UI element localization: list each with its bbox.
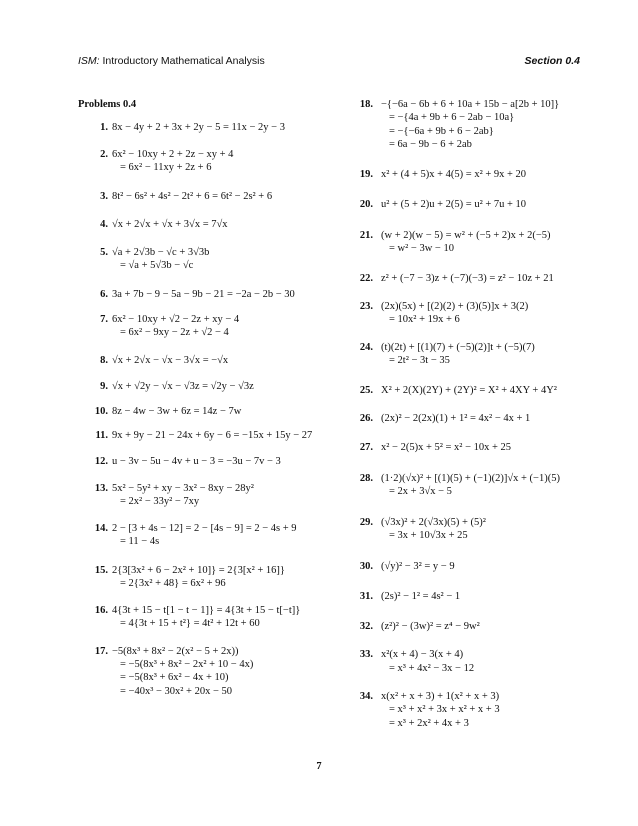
book-abbrev: ISM:: [78, 55, 100, 67]
problem-line: x(x² + x + 3) + 1(x² + x + 3): [381, 690, 500, 702]
problem: [78, 148, 340, 175]
problem-line: 3a + 7b − 9 − 5a − 9b − 21 = −2a − 2b − 30: [112, 288, 295, 300]
problem: [345, 229, 600, 256]
problem: [345, 412, 600, 425]
problem-number: 18.: [359, 99, 373, 110]
problem-number: 9.: [100, 381, 108, 393]
problem: [78, 246, 340, 273]
problem: [345, 472, 600, 499]
problem-line: = 6x² − 9xy − 2z + √2 − 4: [120, 327, 229, 339]
problem-line: = 11 − 4s: [120, 536, 160, 548]
problem: [78, 604, 340, 631]
problem-number: 23.: [359, 300, 373, 312]
problem-number: 12.: [94, 455, 108, 467]
problem-line: √a + 2√3b − √c + 3√3b: [112, 246, 210, 258]
problem-number: 31.: [359, 591, 373, 603]
problem-number: 13.: [94, 483, 108, 494]
problem-number: 24.: [359, 341, 373, 353]
problem-number: 25.: [359, 384, 373, 396]
problem-line: = −5(8x³ + 6x² − 4x + 10): [120, 672, 229, 684]
problem-line: = −5(8x³ + 8x² − 2x² + 10 − 4x): [120, 658, 254, 670]
problem: [78, 405, 340, 418]
problem-line: x²(x + 4) − 3(x + 4): [381, 649, 464, 661]
book-name: Introductory Mathematical Analysis: [99, 55, 265, 67]
problem-line: x² + (4 + 5)x + 4(5) = x² + 9x + 20: [381, 168, 527, 180]
problem-line: 8x − 4y + 2 + 3x + 2y − 5 = 11x − 2y − 3: [112, 122, 285, 134]
problem-line: −5(8x³ + 8x² − 2(x² − 5 + 2x)): [112, 645, 239, 657]
problem: [345, 341, 600, 368]
problem: [78, 313, 340, 340]
problem: [78, 522, 340, 549]
problem-number: 32.: [359, 620, 373, 632]
problem-line: (√y)² − 3² = y − 9: [381, 560, 455, 572]
problem-number: 17.: [94, 645, 108, 657]
problem: [78, 482, 340, 509]
problem-line: z² + (−7 − 3)z + (−7)(−3) = z² − 10z + 21: [381, 272, 554, 284]
problem: [78, 288, 340, 301]
problem-line: = x³ + 2x² + 4x + 3: [389, 717, 469, 729]
problem: [78, 455, 340, 468]
problem-line: (√3x)² + 2(√3x)(5) + (5)²: [381, 516, 486, 528]
right-column: [345, 98, 600, 730]
problem-number: 7.: [100, 313, 108, 325]
problem-number: 10.: [94, 405, 108, 417]
problem-line: (t)(2t) + [(1)(7) + (−5)(2)]t + (−5)(7): [381, 341, 535, 353]
problem-number: 26.: [359, 413, 373, 425]
problem-line: u − 3v − 5u − 4v + u − 3 = −3u − 7v − 3: [112, 455, 281, 467]
problem: [345, 648, 600, 675]
problem: [345, 516, 600, 543]
problem: [78, 121, 340, 134]
problem-line: (2s)² − 1² = 4s² − 1: [381, 591, 461, 603]
problem-line: u² + (5 + 2)u + 2(5) = u² + 7u + 10: [381, 199, 527, 211]
problem: [78, 645, 340, 699]
problem-number: 19.: [359, 168, 373, 180]
problem-number: 8.: [100, 354, 108, 366]
problem-number: 11.: [95, 430, 108, 442]
problem-number: 28.: [359, 473, 373, 484]
problem-line: = −{4a + 9b + 6 − 2ab − 10a}: [389, 112, 515, 124]
problem-line: = x³ + 4x² − 3x − 12: [389, 662, 475, 674]
problem-line: 8z − 4w − 3w + 6z = 14z − 7w: [112, 405, 242, 417]
problem-line: √x + √2y − √x − √3z = √2y − √3z: [112, 381, 254, 393]
problem: [78, 218, 340, 231]
problem-line: (2x)² − 2(2x)(1) + 1² = 4x² − 4x + 1: [381, 413, 531, 425]
problem-line: = 6x² − 11xy + 2z + 6: [120, 162, 212, 174]
problem-number: 20.: [359, 199, 373, 211]
problem-number: 34.: [359, 690, 373, 702]
problem: [78, 190, 340, 203]
problem: [345, 560, 600, 573]
problem-line: (1·2)(√x)² + [(1)(5) + (−1)(2)]√x + (−1)(5): [381, 473, 560, 484]
problem: [345, 384, 600, 397]
problem-line: −{−6a − 6b + 6 + 10a + 15b − a[2b + 10]}: [381, 99, 560, 110]
problem-number: 5.: [100, 246, 108, 258]
problem: [345, 98, 600, 152]
problem-line: (w + 2)(w − 5) = w² + (−5 + 2)x + 2(−5): [381, 229, 551, 241]
problem-line: = 2{3x² + 48} = 6x² + 96: [120, 578, 226, 590]
problem-number: 2.: [100, 148, 108, 160]
problem-line: 6x² − 10xy + 2 + 2z − xy + 4: [112, 148, 234, 160]
problem-line: x² − 2(5)x + 5² = x² − 10x + 25: [381, 441, 512, 453]
problem-line: = 3x + 10√3x + 25: [389, 530, 468, 542]
problem-number: 1.: [100, 122, 108, 134]
problem-line: √x + 2√x + √x + 3√x = 7√x: [112, 219, 228, 231]
problem-line: = 10x² + 19x + 6: [389, 314, 460, 326]
problem: [78, 564, 340, 591]
problem: [78, 429, 340, 442]
problem-number: 30.: [359, 560, 373, 572]
problem-number: 27.: [359, 441, 373, 453]
problem-number: 16.: [94, 604, 108, 616]
problem-number: 29.: [359, 516, 373, 528]
problem-line: X² + 2(X)(2Y) + (2Y)² = X² + 4XY + 4Y²: [381, 384, 557, 396]
problem-line: = √a + 5√3b − √c: [120, 260, 194, 272]
problem-line: = 2t² − 3t − 35: [389, 355, 450, 367]
problem: [345, 272, 600, 285]
problem: [345, 690, 600, 730]
problem: [345, 300, 600, 327]
problem-line: = −{−6a + 9b + 6 − 2ab}: [389, 125, 494, 137]
problem-number: 33.: [359, 649, 373, 661]
problem-number: 3.: [100, 190, 108, 202]
section-label: Section 0.4: [524, 55, 580, 67]
problem-line: = 2x + 3√x − 5: [389, 486, 452, 498]
problem: [345, 590, 600, 603]
problem-line: = w² − 3w − 10: [389, 243, 454, 255]
book-title: [78, 55, 265, 67]
problem-number: 15.: [94, 564, 108, 576]
problem-number: 4.: [100, 219, 108, 231]
problem: [78, 380, 340, 393]
problem-line: = 2x² − 33y² − 7xy: [120, 496, 200, 508]
problem-number: 21.: [359, 229, 373, 241]
problem-line: √x + 2√x − √x − 3√x = −√x: [112, 354, 229, 366]
left-column: [78, 98, 340, 698]
problem-number: 6.: [100, 288, 108, 300]
problem: [345, 198, 600, 211]
problem-line: 6x² − 10xy + √2 − 2z + xy − 4: [112, 313, 240, 325]
problem-line: 8t² − 6s² + 4s² − 2t² + 6 = 6t² − 2s² + 6: [112, 190, 273, 202]
problem-line: 2{3[3x² + 6 − 2x² + 10]} = 2{3[x² + 16]}: [112, 564, 285, 576]
problem: [345, 620, 600, 633]
problems-title: Problems 0.4: [78, 99, 137, 110]
problem-line: = 4{3t + 15 + t²} = 4t² + 12t + 60: [120, 618, 260, 630]
problem-line: 5x² − 5y² + xy − 3x² − 8xy − 28y²: [112, 483, 254, 494]
problem-line: 4{3t + 15 − t[1 − t − 1]} = 4{3t + 15 − t[−t]}: [112, 604, 301, 616]
problem: [78, 354, 340, 367]
problem-line: = x³ + x² + 3x + x² + x + 3: [389, 704, 500, 716]
problem: [345, 168, 600, 181]
page-number: 7: [316, 761, 322, 772]
problem-number: 22.: [359, 272, 373, 284]
problem-line: = −40x³ − 30x² + 20x − 50: [120, 685, 233, 697]
problem-line: (z²)² − (3w)² = z⁴ − 9w²: [381, 620, 480, 632]
problem-number: 14.: [94, 522, 108, 534]
problem-line: 2 − [3 + 4s − 12] = 2 − [4s − 9] = 2 − 4s + 9: [112, 522, 297, 534]
problem-line: = 6a − 9b − 6 + 2ab: [389, 139, 472, 151]
problem: [345, 441, 600, 454]
problem-line: 9x + 9y − 21 − 24x + 6y − 6 = −15x + 15y − 27: [112, 430, 313, 442]
problem-line: (2x)(5x) + [(2)(2) + (3)(5)]x + 3(2): [381, 300, 529, 312]
